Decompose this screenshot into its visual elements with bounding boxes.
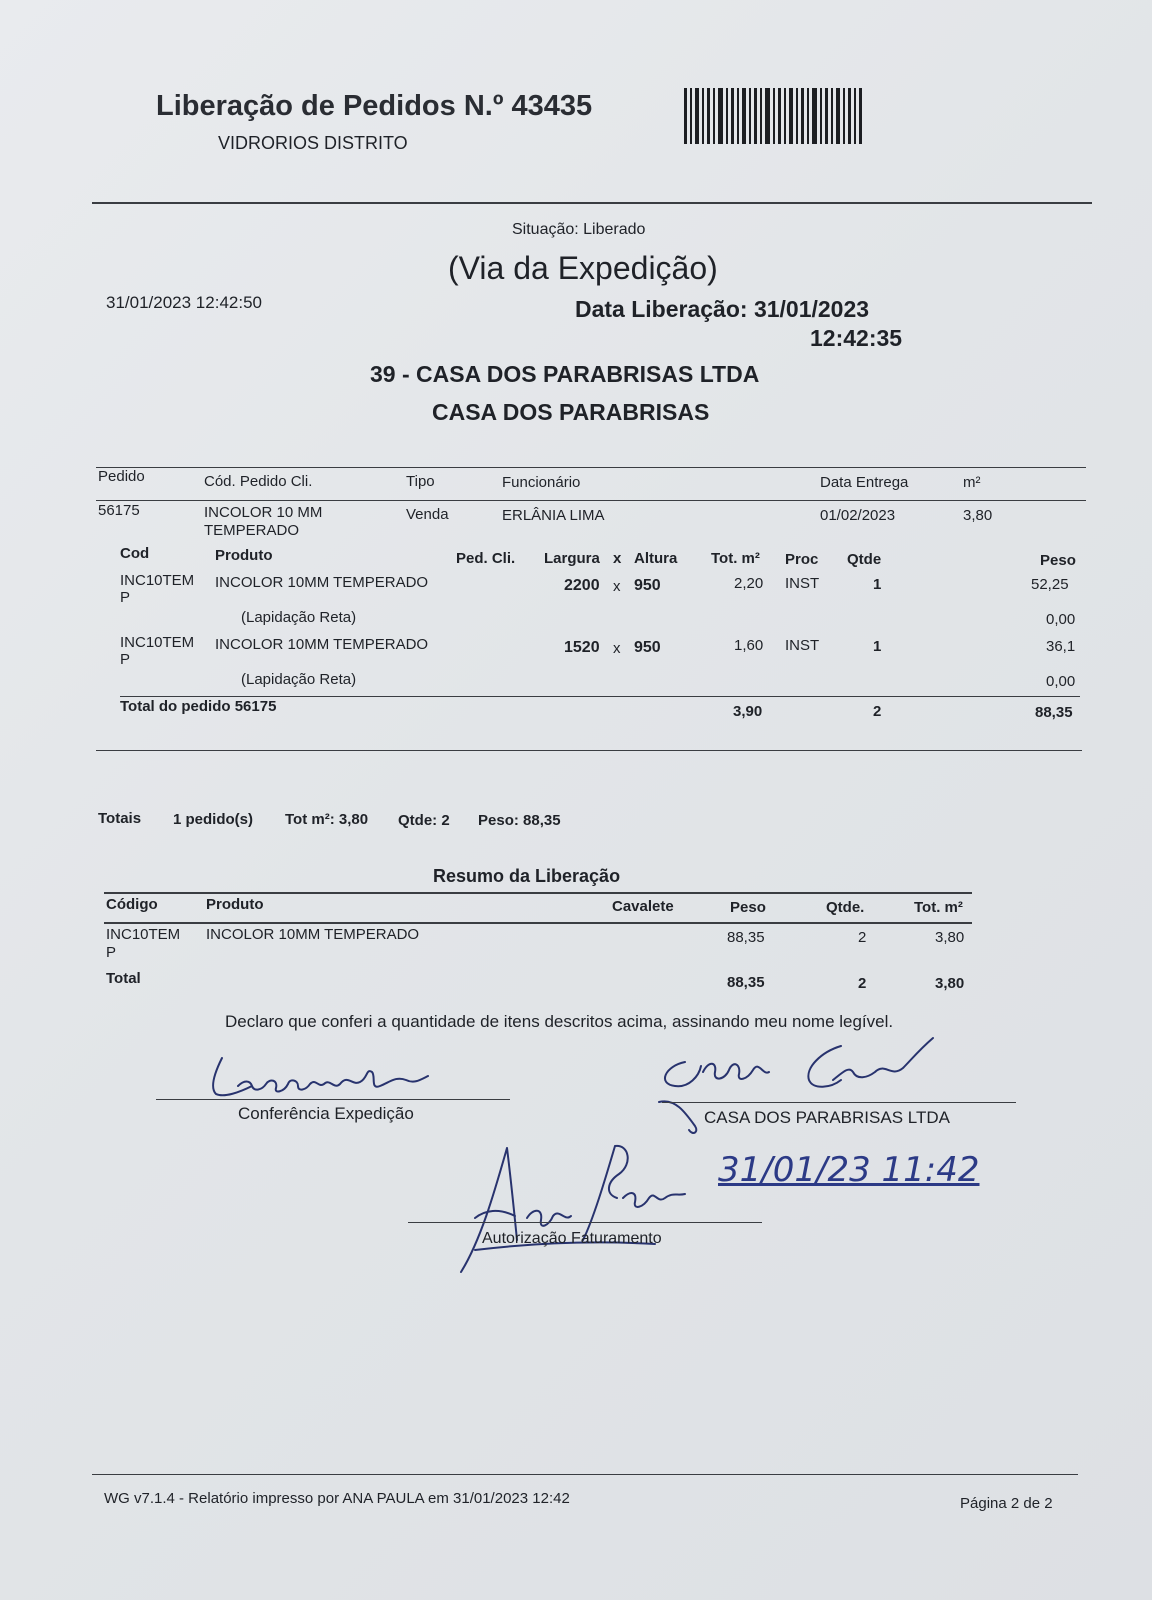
table-header-rule <box>96 500 1086 501</box>
item-x: x <box>613 578 621 595</box>
pedido-total-rule <box>120 696 1080 697</box>
totais-pedidos: 1 pedido(s) <box>173 811 254 828</box>
item-processo: (Lapidação Reta) <box>241 671 357 688</box>
footer-print-info: WG v7.1.4 - Relatório impresso por ANA PAULA em 31/01/2023 12:42 <box>104 1490 570 1507</box>
item-qtde: 1 <box>873 638 882 655</box>
item-produto: INCOLOR 10MM TEMPERADO <box>215 636 429 653</box>
company-name: VIDRORIOS DISTRITO <box>218 133 408 153</box>
header-divider <box>92 202 1092 204</box>
item-tot-m2: 2,20 <box>734 575 764 592</box>
hora-liberacao: 12:42:35 <box>810 325 903 351</box>
document-title: Liberação de Pedidos N.º 43435 <box>156 90 593 122</box>
col-m2: m² <box>963 474 981 491</box>
items-col-tot-m2: Tot. m² <box>711 550 760 567</box>
signature-label-conferencia: Conferência Expedição <box>238 1104 414 1123</box>
item-processo-peso: 0,00 <box>1046 673 1076 690</box>
resumo-peso: 88,35 <box>727 929 765 946</box>
resumo-tot-m2: 3,80 <box>935 929 965 946</box>
barcode-icon <box>684 88 862 144</box>
resumo-qtde: 2 <box>858 929 867 946</box>
items-col-largura: Largura <box>544 550 600 567</box>
totais-m2: Tot m²: 3,80 <box>285 811 369 828</box>
signature-label-autorizacao: Autorização Faturamento <box>482 1230 662 1247</box>
totais-qtde: Qtde: 2 <box>398 812 450 829</box>
item-tot-m2: 1,60 <box>734 637 764 654</box>
totais-peso: Peso: 88,35 <box>478 812 561 829</box>
signature-label-cliente: CASA DOS PARABRISAS LTDA <box>704 1108 950 1127</box>
data-liberacao: Data Liberação: 31/01/2023 <box>575 296 870 322</box>
pedido-total-label: Total do pedido 56175 <box>120 698 277 715</box>
resumo-total-peso: 88,35 <box>727 974 765 991</box>
item-cod-line1: INC10TEM <box>120 572 195 589</box>
printed-at: 31/01/2023 12:42:50 <box>106 293 262 312</box>
via-label: (Via da Expedição) <box>448 250 718 286</box>
section-divider <box>96 750 1082 751</box>
resumo-total-label: Total <box>106 970 141 987</box>
item-cod-line2: P <box>120 651 131 668</box>
resumo-col-produto: Produto <box>206 896 264 913</box>
cod-cli-line2: TEMPERADO <box>204 522 300 539</box>
totais-label: Totais <box>98 810 142 827</box>
items-col-altura: Altura <box>634 550 678 567</box>
resumo-col-codigo: Código <box>106 896 158 913</box>
pedido-m2: 3,80 <box>963 507 993 524</box>
item-cod-line1: INC10TEM <box>120 634 195 651</box>
resumo-header-rule <box>104 922 972 924</box>
items-col-proc: Proc <box>785 551 819 568</box>
item-produto: INCOLOR 10MM TEMPERADO <box>215 574 429 591</box>
cliente-nome: 39 - CASA DOS PARABRISAS LTDA <box>370 361 760 387</box>
item-cod-line2: P <box>120 589 131 606</box>
signature-line-conferencia <box>156 1099 510 1100</box>
footer-divider <box>92 1474 1078 1475</box>
situacao: Situação: Liberado <box>512 221 646 238</box>
cod-cli-line1: INCOLOR 10 MM <box>204 504 323 521</box>
items-col-qtde: Qtde <box>847 551 882 568</box>
pedido-number: 56175 <box>98 502 140 519</box>
item-proc: INST <box>785 637 820 654</box>
item-x: x <box>613 640 621 657</box>
item-processo: (Lapidação Reta) <box>241 609 357 626</box>
resumo-produto: INCOLOR 10MM TEMPERADO <box>206 926 420 943</box>
item-peso: 36,1 <box>1046 638 1076 655</box>
pedido-total-qtde: 2 <box>873 703 882 720</box>
item-largura: 1520 <box>564 639 600 656</box>
footer-page-number: Página 2 de 2 <box>960 1495 1053 1512</box>
col-data-entrega: Data Entrega <box>820 474 909 491</box>
signature-line-cliente <box>662 1102 1016 1103</box>
pedido-data-entrega: 01/02/2023 <box>820 507 896 524</box>
pedido-total-m2: 3,90 <box>733 703 763 720</box>
resumo-col-peso: Peso <box>730 899 766 916</box>
item-largura: 2200 <box>564 577 600 594</box>
col-cod-pedido-cli: Cód. Pedido Cli. <box>204 473 313 490</box>
resumo-total-tot-m2: 3,80 <box>935 975 965 992</box>
pedido-tipo: Venda <box>406 506 449 523</box>
item-processo-peso: 0,00 <box>1046 611 1076 628</box>
items-col-peso: Peso <box>1040 552 1076 569</box>
signature-ana-paula <box>455 1140 695 1274</box>
items-col-ped-cli: Ped. Cli. <box>456 550 516 567</box>
item-altura: 950 <box>634 639 661 656</box>
table-top-rule <box>96 467 1086 468</box>
signature-line-autorizacao <box>408 1222 762 1223</box>
declaracao-text: Declaro que conferi a quantidade de itens descritos acima, assinando meu nome legível. <box>225 1012 894 1031</box>
cliente-fantasia: CASA DOS PARABRISAS <box>432 399 710 425</box>
resumo-cod-line2: P <box>106 944 117 961</box>
handwritten-date: 31/01/23 11:42 <box>718 1150 980 1190</box>
signature-leonardo <box>200 1050 440 1102</box>
items-col-produto: Produto <box>215 547 273 564</box>
items-col-x: x <box>613 550 622 567</box>
resumo-col-qtde: Qtde. <box>826 899 865 916</box>
col-tipo: Tipo <box>406 473 435 490</box>
resumo-col-cavalete: Cavalete <box>612 898 674 915</box>
resumo-col-tot-m2: Tot. m² <box>914 899 963 916</box>
resumo-total-qtde: 2 <box>858 975 867 992</box>
item-proc: INST <box>785 575 820 592</box>
pedido-funcionario: ERLÂNIA LIMA <box>502 507 605 524</box>
col-funcionario: Funcionário <box>502 474 581 491</box>
item-peso: 52,25 <box>1031 576 1069 593</box>
item-qtde: 1 <box>873 576 882 593</box>
pedido-total-peso: 88,35 <box>1035 704 1073 721</box>
col-pedido: Pedido <box>98 468 145 485</box>
items-col-cod: Cod <box>120 545 150 562</box>
item-altura: 950 <box>634 577 661 594</box>
resumo-top-rule <box>104 892 972 894</box>
resumo-cod-line1: INC10TEM <box>106 926 181 943</box>
resumo-title: Resumo da Liberação <box>433 866 621 886</box>
